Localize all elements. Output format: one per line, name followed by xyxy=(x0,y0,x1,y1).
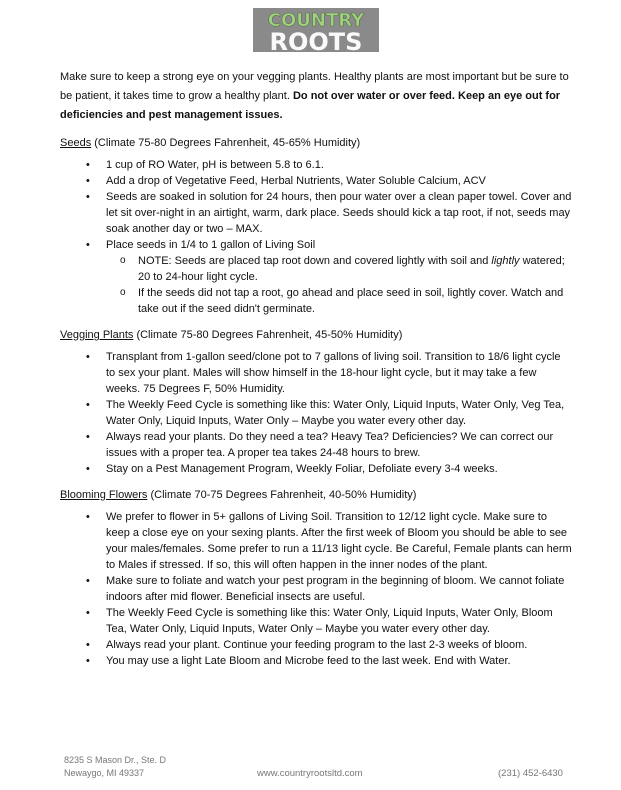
sub-list-item: o NOTE: Seeds are placed tap root down and covered lightly with soil and lightly watered; 20 to 24-hour light cycle. xyxy=(60,253,572,285)
list-item: • Transplant from 1-gallon seed/clone pot to 7 gallons of living soil. Transition to 18/6 light cycle to sex your plant. Males will show himself in the 18-hour light cycle, but it may take a few weeks. 75 Degrees F, 50% Humidity. xyxy=(60,349,572,397)
list-item: • Add a drop of Vegetative Feed, Herbal Nutrients, Water Soluble Calcium, ACV xyxy=(60,173,572,189)
sub-list-container xyxy=(60,253,572,317)
footer-website: www.countryrootsltd.com xyxy=(257,768,363,779)
document-body xyxy=(60,68,572,679)
list-item: • Make sure to foliate and watch your pest program in the beginning of bloom. We cannot foliate indoors after mid flower. Beneficial insects are useful. xyxy=(60,573,572,605)
svg-text:ROOTS: ROOTS xyxy=(269,28,363,54)
list-item: • The Weekly Feed Cycle is something like this: Water Only, Liquid Inputs, Water Only, Bloom Tea, Water Only, Liquid Inputs, Water Only – Maybe you water every other day. xyxy=(60,605,572,637)
seeds-list xyxy=(60,157,572,317)
address-line-2: Newaygo, MI 49337 xyxy=(64,768,145,778)
blooming-list xyxy=(60,509,572,669)
address-line-1: 8235 S Mason Dr., Ste. D xyxy=(64,755,167,765)
vegging-list xyxy=(60,349,572,477)
list-item: • We prefer to flower in 5+ gallons of Living Soil. Transition to 12/12 light cycle. Make sure to keep a close eye on your sexing plants. After the first week of Bloom you should be able to see your males/females. Some prefer to run a 11/13 light cycle. Be Careful, Female plants can herm to Males if stressed. If so, this will often happen in the inner nodes of the plant. xyxy=(60,509,572,573)
list-item: • 1 cup of RO Water, pH is between 5.8 to 6.1. xyxy=(60,157,572,173)
sub-list-item: o If the seeds did not tap a root, go ahead and place seed in soil, lightly cover. Watch and take out if the seed didn't germinate. xyxy=(60,285,572,317)
list-item: • Place seeds in 1/4 to 1 gallon of Living Soil xyxy=(60,237,572,253)
blooming-heading: Blooming Flowers (Climate 70-75 Degrees Fahrenheit, 40-50% Humidity) xyxy=(60,489,417,501)
seeds-sub-list xyxy=(60,253,572,317)
vegging-heading: Vegging Plants (Climate 75-80 Degrees Fahrenheit, 45-50% Humidity) xyxy=(60,329,403,341)
list-item: • Seeds are soaked in solution for 24 hours, then pour water over a clean paper towel. Cover and let sit over-night in an airtight, warm, dark place. Seeds should kick a tap root, if not, seeds may soak another day or two – MAX. xyxy=(60,189,572,237)
list-item: • Always read your plants. Do they need a tea? Heavy Tea? Deficiencies? We can correct our issues with a proper tea. A proper tea takes 24-48 hours to brew. xyxy=(60,429,572,461)
list-item: • Stay on a Pest Management Program, Weekly Foliar, Defoliate every 3-4 weeks. xyxy=(60,461,572,477)
list-item: • Always read your plant. Continue your feeding program to the last 2-3 weeks of bloom. xyxy=(60,637,572,653)
footer xyxy=(64,754,564,784)
list-item: • The Weekly Feed Cycle is something like this: Water Only, Liquid Inputs, Water Only, Veg Tea, Water Only, Liquid Inputs, Water Only – Maybe you water every other day. xyxy=(60,397,572,429)
country-roots-logo xyxy=(251,6,381,54)
intro-paragraph: Make sure to keep a strong eye on your vegging plants. Healthy plants are most important but be sure to be patient, it takes time to grow a healthy plant. Do not over water or over feed. Keep an eye out for deficiencies and pest management issues. xyxy=(60,71,569,121)
svg-text:COUNTRY: COUNTRY xyxy=(267,10,365,31)
list-item: • You may use a light Late Bloom and Microbe feed to the last week. End with Water. xyxy=(60,653,572,669)
seeds-heading: Seeds (Climate 75-80 Degrees Fahrenheit, 45-65% Humidity) xyxy=(60,137,361,149)
footer-address xyxy=(64,754,166,780)
footer-phone: (231) 452-6430 xyxy=(498,768,563,779)
